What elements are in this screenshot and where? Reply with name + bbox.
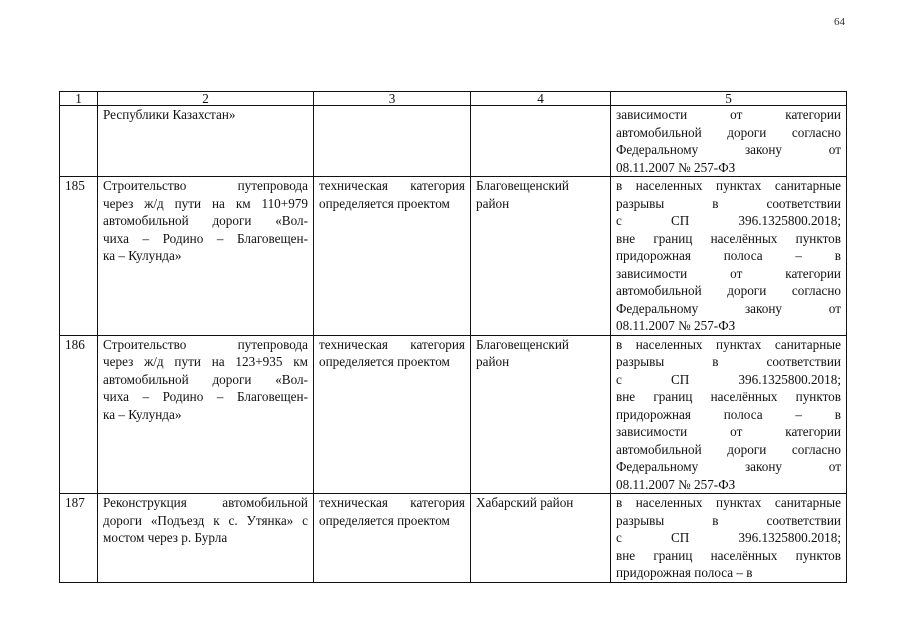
cell-requirements xyxy=(611,494,847,583)
cell-requirements-line: автомобильной дороги согласно xyxy=(616,283,841,298)
cell-category xyxy=(314,335,471,494)
header-row xyxy=(60,92,847,106)
cell-number: 187 xyxy=(60,494,98,583)
cell-object-name-line: ка – Кулунда» xyxy=(103,406,182,422)
cell-district xyxy=(471,177,611,336)
cell-requirements-line: придорожная полоса – в xyxy=(616,565,753,580)
table-row-continuation xyxy=(60,106,847,177)
cell-requirements-line: 08.11.2007 № 257-ФЗ xyxy=(616,159,736,175)
header-col-3: 3 xyxy=(314,92,471,106)
cell-requirements-line: разрывы в соответствии xyxy=(616,512,841,528)
cell-requirements-line: придорожная полоса – в xyxy=(616,248,841,263)
cell-requirements-line: автомобильной дороги согласно xyxy=(616,124,841,140)
cell-district xyxy=(471,335,611,494)
cell-requirements-line: с СП 396.1325800.2018; xyxy=(616,530,841,545)
cell-requirements-line: с СП 396.1325800.2018; xyxy=(616,371,841,387)
cell-requirements-line: в населенных пунктах санитарные xyxy=(616,495,841,510)
cell-object-name-line: Республики Казахстан» xyxy=(103,107,236,122)
cell-requirements-line: с СП 396.1325800.2018; xyxy=(616,213,841,228)
cell-object-name-line: чиха – Родино – Благовещен- xyxy=(103,389,308,404)
cell-requirements-line: вне границ населённых пунктов xyxy=(616,230,841,246)
cell-district-line: Благовещенский xyxy=(476,336,569,352)
cell-number xyxy=(60,106,98,177)
cell-number: 186 xyxy=(60,335,98,494)
cell-object-name xyxy=(98,106,314,177)
cell-category-line: определяется проектом xyxy=(319,512,450,528)
cell-object-name-line: ка – Кулунда» xyxy=(103,248,182,263)
cell-category-line: техническая категория xyxy=(319,495,465,510)
cell-object-name-line: Реконструкция автомобильной xyxy=(103,495,308,510)
cell-requirements xyxy=(611,177,847,336)
cell-requirements-line: зависимости от категории xyxy=(616,107,841,122)
cell-requirements-line: Федеральному закону от xyxy=(616,300,841,316)
cell-number: 185 xyxy=(60,177,98,336)
cell-requirements-line: 08.11.2007 № 257-ФЗ xyxy=(616,318,736,333)
cell-object-name xyxy=(98,335,314,494)
cell-requirements-line: Федеральному закону от xyxy=(616,142,841,157)
cell-requirements-line: Федеральному закону от xyxy=(616,459,841,474)
cell-category-line: техническая категория xyxy=(319,336,465,352)
cell-object-name-line: через ж/д пути на км 110+979 xyxy=(103,195,308,211)
cell-requirements-line: разрывы в соответствии xyxy=(616,354,841,369)
cell-requirements xyxy=(611,335,847,494)
cell-object-name-line: через ж/д пути на 123+935 км xyxy=(103,354,308,369)
cell-requirements-line: в населенных пунктах санитарные xyxy=(616,336,841,352)
table-row xyxy=(60,177,847,336)
cell-object-name xyxy=(98,177,314,336)
cell-requirements-line: вне границ населённых пунктов xyxy=(616,547,841,563)
header-col-1: 1 xyxy=(60,92,98,106)
cell-object-name-line: автомобильной дороги «Вол- xyxy=(103,213,308,228)
cell-district-line: район xyxy=(476,354,510,369)
cell-requirements-line: зависимости от категории xyxy=(616,265,841,281)
header-col-2: 2 xyxy=(98,92,314,106)
cell-district xyxy=(471,494,611,583)
cell-category xyxy=(314,106,471,177)
cell-object-name-line: мостом через р. Бурла xyxy=(103,530,228,545)
cell-object-name xyxy=(98,494,314,583)
cell-category-line: техническая категория xyxy=(319,178,465,193)
table-row xyxy=(60,335,847,494)
cell-district-line: район xyxy=(476,195,510,211)
table-row xyxy=(60,494,847,583)
cell-category-line: определяется проектом xyxy=(319,195,450,211)
cell-requirements-line: вне границ населённых пунктов xyxy=(616,389,841,404)
requirements-table xyxy=(59,91,847,583)
cell-requirements-line: 08.11.2007 № 257-ФЗ xyxy=(616,476,736,492)
cell-object-name-line: Строительство путепровода xyxy=(103,336,308,352)
cell-requirements-line: разрывы в соответствии xyxy=(616,195,841,211)
cell-requirements xyxy=(611,106,847,177)
cell-requirements-line: автомобильной дороги согласно xyxy=(616,441,841,457)
cell-object-name-line: автомобильной дороги «Вол- xyxy=(103,371,308,387)
cell-requirements-line: в населенных пунктах санитарные xyxy=(616,178,841,193)
header-col-4: 4 xyxy=(471,92,611,106)
cell-object-name-line: Строительство путепровода xyxy=(103,178,308,193)
page-number: 64 xyxy=(834,16,845,28)
cell-district-line: Благовещенский xyxy=(476,178,569,193)
cell-category-line: определяется проектом xyxy=(319,354,450,369)
cell-requirements-line: зависимости от категории xyxy=(616,424,841,439)
cell-category xyxy=(314,177,471,336)
header-col-5: 5 xyxy=(611,92,847,106)
cell-requirements-line: придорожная полоса – в xyxy=(616,406,841,422)
cell-object-name-line: чиха – Родино – Благовещен- xyxy=(103,230,308,246)
cell-object-name-line: дороги «Подъезд к с. Утянка» с xyxy=(103,512,308,528)
cell-district xyxy=(471,106,611,177)
cell-category xyxy=(314,494,471,583)
cell-district-line: Хабарский район xyxy=(476,495,574,510)
